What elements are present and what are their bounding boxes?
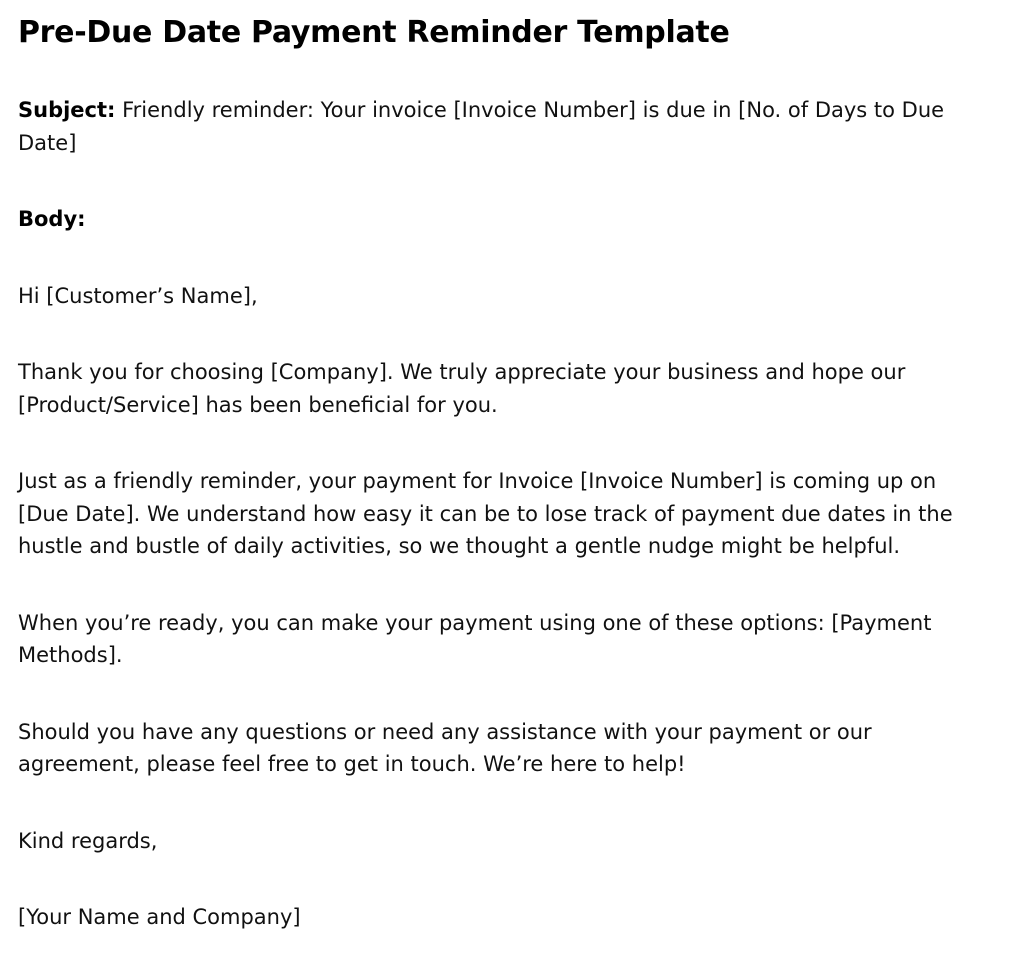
signature: [Your Name and Company] — [18, 905, 301, 929]
paragraph-thank-you: Thank you for choosing [Company]. We truly appreciate your business and hope our [Product/Service] has been beneficial for you. — [18, 360, 906, 417]
subject-line — [18, 94, 993, 159]
greeting: Hi [Customer’s Name], — [18, 283, 258, 308]
paragraph-payment-methods: When you’re ready, you can make your payment using one of these options: [Payment Methods]. — [18, 610, 932, 667]
document-title: Pre-Due Date Payment Reminder Template — [18, 15, 730, 50]
signoff: Kind regards, — [18, 828, 158, 853]
paragraph-reminder: Just as a friendly reminder, your payment for Invoice [Invoice Number] is coming up on [Due Date]. We understand how easy it can be to lose track of payment due dates in the hustle and bustle of daily activities, so we thought a gentle nudge might be helpful. — [18, 469, 953, 558]
body-label: Body: — [18, 207, 86, 231]
subject-label: Subject: — [18, 98, 116, 122]
subject-text: Friendly reminder: Your invoice [Invoice Number] is due in [No. of Days to Due Date] — [18, 98, 945, 155]
paragraph-questions: Should you have any questions or need any assistance with your payment or our agreement, please feel free to get in touch. We’re here to help! — [18, 719, 872, 776]
